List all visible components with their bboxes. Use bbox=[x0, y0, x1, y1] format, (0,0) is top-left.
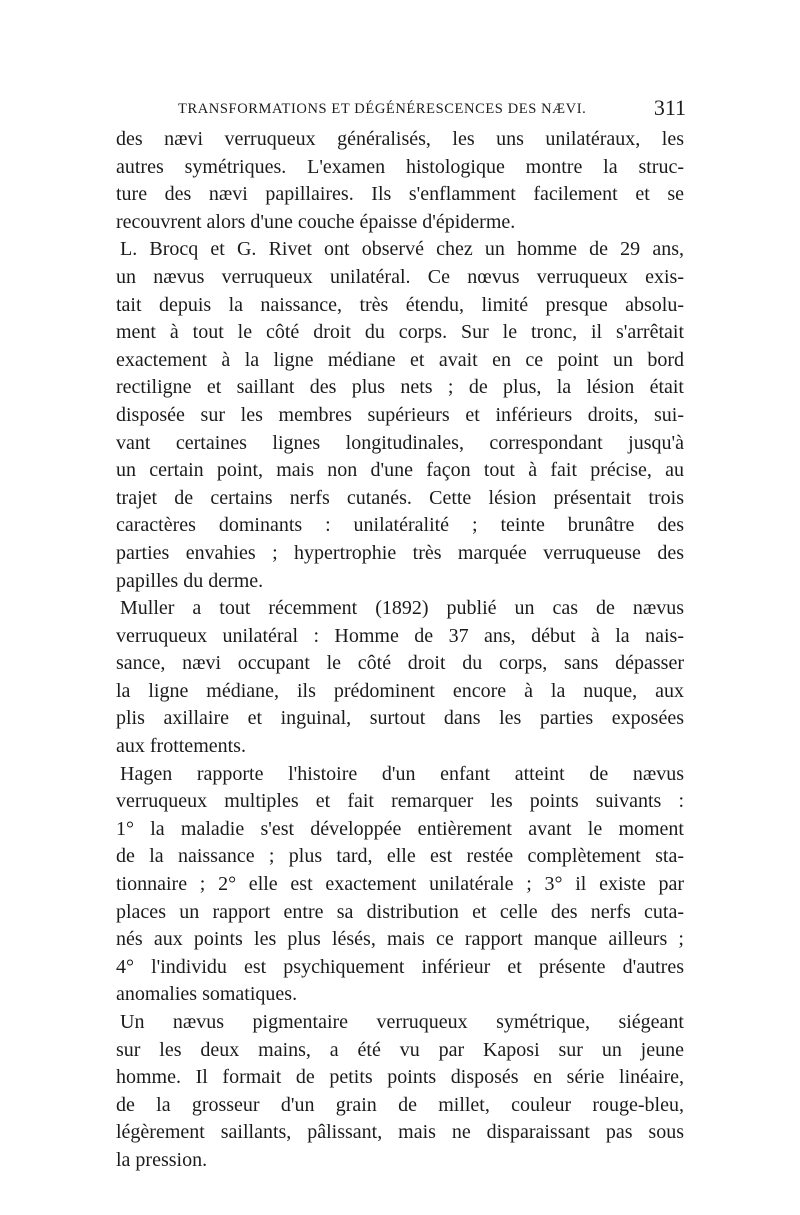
text-line: nés aux points les plus lésés, mais ce rapport manque ailleurs ; bbox=[116, 928, 684, 951]
page-number: 311 bbox=[653, 95, 686, 120]
text-line: disposée sur les membres supérieurs et inférieurs droits, sui- bbox=[116, 403, 684, 426]
text-line: un certain point, mais non d'une façon tout à fait précise, au bbox=[116, 459, 684, 482]
text-line: plis axillaire et inguinal, surtout dans les parties exposées bbox=[116, 707, 684, 730]
text-line: 1° la maladie s'est développée entièrement avant le moment bbox=[116, 817, 684, 840]
text-line: recouvrent alors d'une couche épaisse d'épiderme. bbox=[116, 210, 516, 233]
text-line: parties envahies ; hypertrophie très marquée verruqueuse des bbox=[116, 541, 684, 564]
text-line: sance, nævi occupant le côté droit du corps, sans dépasser bbox=[116, 652, 684, 675]
text-line: places un rapport entre sa distribution et celle des nerfs cuta- bbox=[116, 900, 684, 923]
text-line: verruqueux multiples et fait remarquer les points suivants : bbox=[116, 790, 684, 813]
text-line: ture des nævi papillaires. Ils s'enflamment facilement et se bbox=[116, 183, 684, 206]
text-line: anomalies somatiques. bbox=[116, 983, 298, 1006]
text-line: Hagen rapporte l'histoire d'un enfant atteint de nævus bbox=[120, 762, 684, 785]
text-line: légèrement saillants, pâlissant, mais ne disparaissant pas sous bbox=[116, 1121, 684, 1144]
running-head bbox=[116, 95, 686, 125]
text-line: papilles du derme. bbox=[116, 569, 264, 592]
text-line: exactement à la ligne médiane et avait en ce point un bord bbox=[116, 348, 684, 371]
body-text bbox=[116, 126, 684, 1175]
text-line: verruqueux unilatéral : Homme de 37 ans, début à la nais- bbox=[116, 624, 684, 647]
text-line: la pression. bbox=[116, 1148, 208, 1171]
text-line: vant certaines lignes longitudinales, correspondant jusqu'à bbox=[116, 431, 684, 454]
text-line: caractères dominants : unilatéralité ; teinte brunâtre des bbox=[116, 514, 684, 537]
text-line: de la grosseur d'un grain de millet, couleur rouge-bleu, bbox=[116, 1093, 684, 1116]
running-title: TRANSFORMATIONS ET DÉGÉNÉRESCENCES DES NÆVI. bbox=[178, 101, 587, 117]
text-line: trajet de certains nerfs cutanés. Cette lésion présentait trois bbox=[116, 486, 684, 509]
text-line: tait depuis la naissance, très étendu, limité presque absolu- bbox=[116, 293, 684, 316]
text-line: 4° l'individu est psychiquement inférieur et présente d'autres bbox=[116, 955, 684, 978]
text-line: Muller a tout récemment (1892) publié un cas de nævus bbox=[120, 597, 684, 620]
text-line: la ligne médiane, ils prédominent encore à la nuque, aux bbox=[116, 679, 684, 702]
text-line: homme. Il formait de petits points disposés en série linéaire, bbox=[116, 1066, 684, 1089]
text-line: rectiligne et saillant des plus nets ; de plus, la lésion était bbox=[116, 376, 684, 399]
text-line: sur les deux mains, a été vu par Kaposi sur un jeune bbox=[116, 1038, 684, 1061]
text-line: un nævus verruqueux unilatéral. Ce nœvus verruqueux exis- bbox=[116, 265, 684, 288]
text-line: aux frottements. bbox=[116, 735, 246, 758]
text-line: des nævi verruqueux généralisés, les uns unilatéraux, les bbox=[116, 128, 684, 150]
text-line: autres symétriques. L'examen histologique montre la struc- bbox=[116, 155, 684, 178]
text-line: ment à tout le côté droit du corps. Sur le tronc, il s'arrêtait bbox=[116, 321, 684, 344]
text-line: tionnaire ; 2° elle est exactement unilatérale ; 3° il existe par bbox=[116, 873, 684, 896]
text-line: de la naissance ; plus tard, elle est restée complètement sta- bbox=[116, 845, 684, 868]
text-line: L. Brocq et G. Rivet ont observé chez un homme de 29 ans, bbox=[120, 238, 684, 261]
text-line: Un nævus pigmentaire verruqueux symétrique, siégeant bbox=[120, 1011, 684, 1033]
